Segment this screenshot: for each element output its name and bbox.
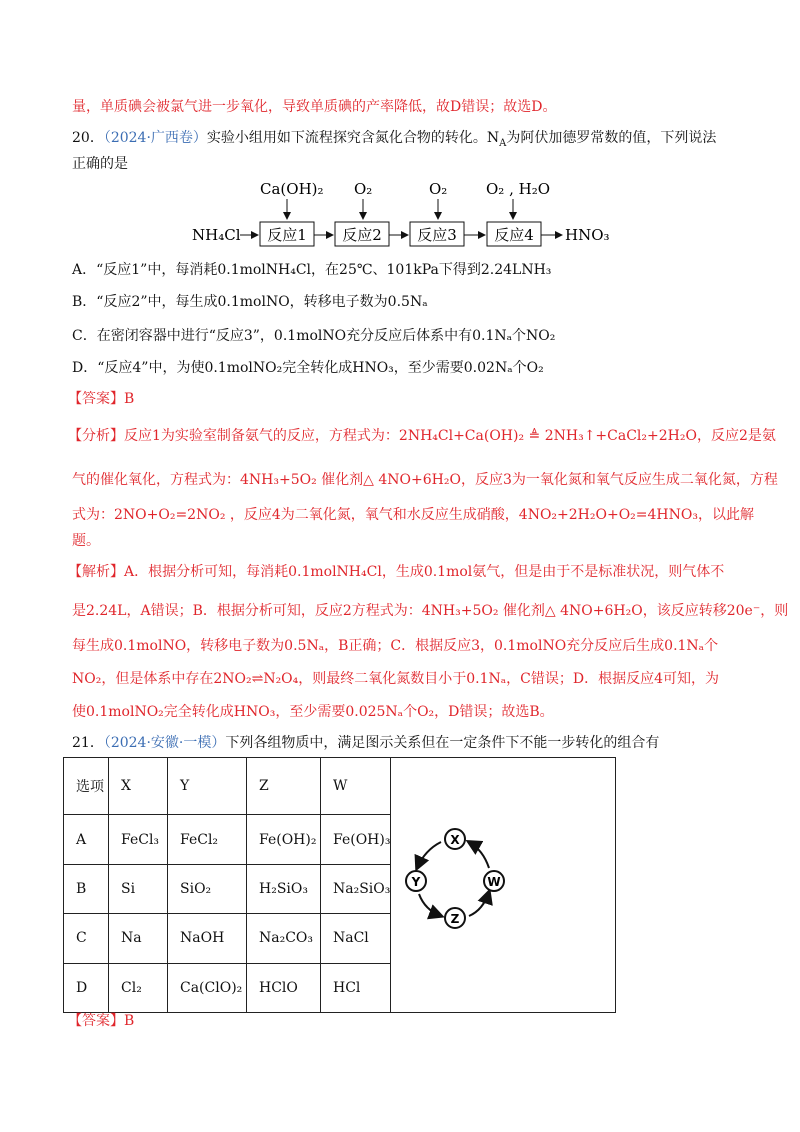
row-b-w: Na₂SiO₃ — [321, 864, 391, 913]
row-a-z: Fe(OH)₂ — [247, 815, 321, 864]
row-b-x: Si — [109, 864, 168, 913]
q20-option-d: D．“反应4”中，为使0.1molNO₂完全转化成HNO₃，至少需要0.02Nₐ个O₂ — [72, 360, 544, 376]
q21-number: 21． — [72, 735, 104, 751]
q20-explanation-line4: NO₂，但是体系中存在2NO₂⇌N₂O₄，则最终二氧化氮数目小于0.1Nₐ，C错误；D．根据反应4可知，为 — [72, 671, 720, 687]
q20-explanation-line1: 【解析】A．根据分析可知，每消耗0.1molNH₄Cl，生成0.1mol氨气，但是由于不是标准状况，则气体不 — [68, 564, 725, 580]
node-y-label: Y — [412, 875, 421, 889]
q20-number: 20． — [72, 130, 104, 146]
q21-stem-line — [72, 733, 659, 753]
header-y: Y — [168, 758, 247, 815]
q20-option-a: A．“反应1”中，每消耗0.1molNH₄Cl，在25℃、101kPa下得到2.24LNH₃ — [72, 262, 552, 278]
header-w: W — [321, 758, 391, 815]
flow-reagent-4: O₂ , H₂O — [486, 180, 551, 198]
q20-analysis-line2: 气的催化氧化，方程式为：4NH₃+5O₂ 催化剂△ 4NO+6H₂O，反应3为一氧化氮和氧气反应生成二氧化氮，方程 — [72, 472, 778, 488]
header-x: X — [109, 758, 168, 815]
q20-option-c: C．在密闭容器中进行“反应3”，0.1molNO充分反应后体系中有0.1Nₐ个NO₂ — [72, 328, 556, 344]
q20-analysis-line3: 式为：2NO+O₂=2NO₂ ，反应4为二氧化氮，氧气和水反应生成硝酸，4NO₂+2H₂O+O₂=4HNO₃，以此解 — [72, 507, 754, 523]
q20-option-b: B．“反应2”中，每生成0.1molNO，转移电子数为0.5Nₐ — [72, 294, 428, 310]
table-header-row — [64, 758, 616, 815]
flow-start: NH₄Cl — [192, 226, 241, 244]
node-z-label: Z — [451, 912, 460, 926]
row-c-w: NaCl — [321, 914, 391, 963]
row-b-z: H₂SiO₃ — [247, 864, 321, 913]
row-c-option: C — [64, 914, 109, 963]
flow-end: HNO₃ — [565, 226, 610, 244]
row-b-option: B — [64, 864, 109, 913]
row-d-x: Cl₂ — [109, 963, 168, 1012]
flow-box-2-label: 反应2 — [342, 226, 382, 244]
q21-table — [63, 757, 616, 1013]
flow-box-4-label: 反应4 — [494, 226, 534, 244]
row-a-x: FeCl₃ — [109, 815, 168, 864]
cycle-diagram-cell — [391, 758, 616, 1013]
node-w-label: W — [487, 875, 502, 889]
q20-stem-line1 — [72, 128, 716, 154]
q20-explanation-line2: 是2.24L，A错误；B．根据分析可知，反应2方程式为：4NH₃+5O₂ 催化剂△ 4NO+6H₂O，该反应转移20e⁻，则 — [72, 603, 789, 619]
row-c-y: NaOH — [168, 914, 247, 963]
q20-answer: 【答案】B — [68, 391, 135, 407]
flow-box-3-label: 反应3 — [417, 226, 457, 244]
header-option: 选项 — [64, 758, 109, 815]
q20-stem: 实验小组用如下流程探究含氮化合物的转化。N — [206, 130, 500, 146]
q20-explanation-line3: 每生成0.1molNO，转移电子数为0.5Nₐ，B正确；C．根据反应3，0.1molNO充分反应后生成0.1Nₐ个 — [72, 638, 719, 654]
q20-stem-line2: 正确的是 — [72, 156, 128, 172]
row-a-w: Fe(OH)₃ — [321, 815, 391, 864]
q21-answer: 【答案】B — [68, 1013, 135, 1029]
q20-stem-sub: A — [499, 137, 507, 149]
q20-source: （2024·广西卷） — [103, 130, 207, 146]
q20-analysis-line1: 【分析】反应1为实验室制备氨气的反应，方程式为：2NH₄Cl+Ca(OH)₂ ≜ 2NH₃↑+CaCl₂+2H₂O，反应2是氨 — [68, 428, 776, 444]
q20-explanation-line5: 使0.1molNO₂完全转化成HNO₃，至少需要0.025Nₐ个O₂，D错误；故选B。 — [72, 704, 554, 720]
row-c-z: Na₂CO₃ — [247, 914, 321, 963]
flow-reagent-2: O₂ — [354, 180, 373, 198]
flow-reagent-3: O₂ — [429, 180, 448, 198]
row-c-x: Na — [109, 914, 168, 963]
top-conclusion-line: 量，单质碘会被氯气进一步氧化，导致单质碘的产率降低，故D错误；故选D。 — [72, 99, 557, 115]
header-z: Z — [247, 758, 321, 815]
q21-source: （2024·安徽·一模） — [103, 735, 226, 751]
row-d-option: D — [64, 963, 109, 1012]
row-d-y: Ca(ClO)₂ — [168, 963, 247, 1012]
q20-flow-diagram — [190, 175, 630, 255]
flow-box-1-label: 反应1 — [267, 226, 307, 244]
q21-stem: 下列各组物质中，满足图示关系但在一定条件下不能一步转化的组合有 — [225, 735, 660, 751]
row-d-z: HClO — [247, 963, 321, 1012]
row-a-option: A — [64, 815, 109, 864]
cycle-diagram — [391, 758, 615, 1008]
row-d-w: HCl — [321, 963, 391, 1012]
row-a-y: FeCl₂ — [168, 815, 247, 864]
row-b-y: SiO₂ — [168, 864, 247, 913]
flow-reagent-1: Ca(OH)₂ — [260, 180, 324, 198]
node-x-label: X — [450, 833, 461, 847]
q20-stem-tail: 为阿伏加德罗常数的值，下列说法 — [506, 130, 717, 146]
q20-analysis-line4: 题。 — [72, 533, 100, 549]
